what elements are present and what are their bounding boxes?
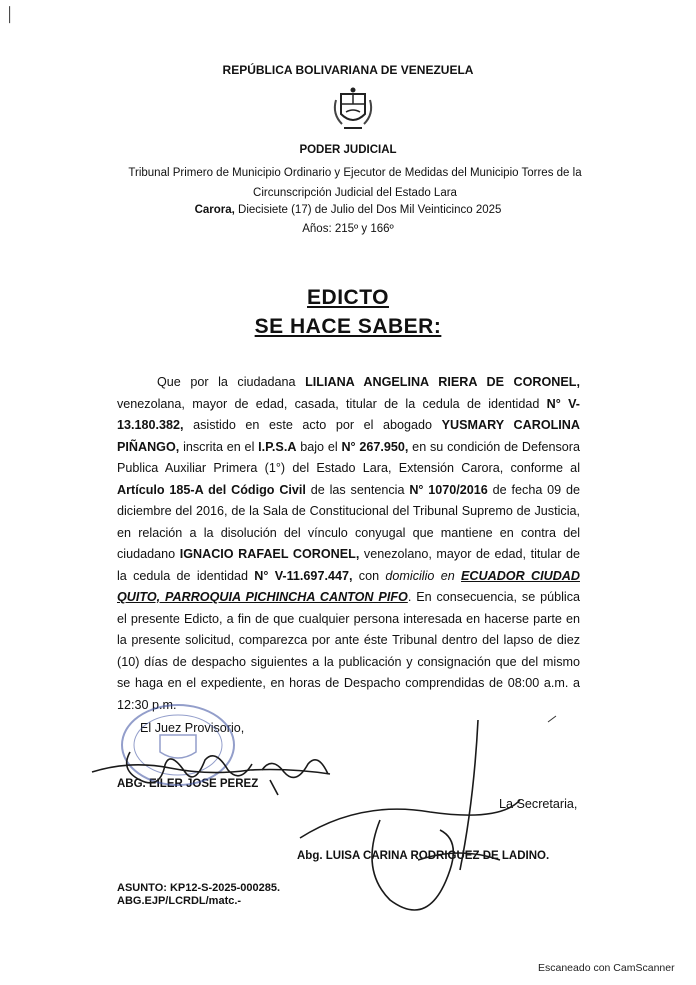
petitioner-name: LILIANA ANGELINA RIERA DE CORONEL,	[305, 375, 580, 389]
header-republic: REPÚBLICA BOLIVARIANA DE VENEZUELA	[222, 63, 474, 77]
body-text: de fecha 09 de diciembre del 2016, de la Sala de Constitucional del Tribunal Supremo de Justicia, en relación a la disolución del vínculo conyugal que mantiene en contra del ciudadano	[117, 482, 581, 561]
ipsa-label: I.P.S.A	[258, 439, 297, 454]
edict-body	[117, 372, 580, 716]
domicile-address: ECUADOR CIUDAD QUITO, PARROQUIA PICHINCHA CANTON PIFO	[117, 568, 580, 604]
body-text: . En consecuencia, se pública el presente Edicto, a fin de que cualquier persona interesada en hacerse parte en la presente solicitud, comparezca por ante éste Tribunal dentro del lapso de diez (10) días de despacho siguientes a la publicación y consignación que del mismo se haga en el expediente, en horas de Despacho comprendidas de 08:00 a.m. a 12:30 p.m.	[117, 590, 581, 712]
court-stamp-icon	[122, 705, 234, 785]
judge-label: El Juez Provisorio,	[140, 721, 245, 735]
header-date	[0, 204, 696, 216]
title-edicto: EDICTO	[307, 286, 389, 309]
lawyer-name: YUSMARY CAROLINA PIÑANGO,	[117, 418, 580, 454]
ipsa-number: N° 267.950,	[341, 439, 409, 454]
petitioner-id: N° V-13.180.382,	[117, 396, 581, 432]
coat-of-arms-icon	[328, 84, 378, 134]
respondent-id: N° V-11.697.447,	[254, 568, 353, 583]
secretary-label: La Secretaria,	[499, 797, 578, 811]
body-text: venezolana, mayor de edad, casada, titular de la cedula de identidad	[117, 396, 547, 411]
scanner-watermark: Escaneado con CamScanner	[538, 962, 675, 974]
body-text: venezolano, mayor de edad, titular de la cedula de identidad	[117, 547, 580, 583]
pen-mark-icon	[548, 716, 556, 722]
secretary-name: Abg. LUISA CARINA RODRIGUEZ DE LADINO.	[297, 850, 550, 862]
domicile-label: domicilio en	[385, 568, 455, 583]
body-text: asistido en este acto por el abogado	[183, 418, 442, 432]
body-text: en su condición de Defensora Publica Auxiliar Primera (1°) del Estado Lara, Extensión Carora, conforme al	[117, 439, 580, 475]
body-text: con	[352, 568, 386, 583]
header-years: Años: 215º y 166º	[302, 223, 394, 235]
header-poder: PODER JUDICIAL	[299, 144, 397, 156]
initials: ABG.EJP/LCRDL/matc.-	[117, 895, 242, 907]
judge-name: ABG. EILER JOSE PEREZ	[117, 778, 259, 790]
title-se-hace-saber: SE HACE SABER:	[254, 315, 442, 338]
respondent-name: IGNACIO RAFAEL CORONEL,	[179, 547, 360, 561]
article-ref: Artículo 185-A del Código Civil	[117, 482, 306, 497]
date-text: Diecisiete (17) de Julio del Dos Mil Veinticinco 2025	[234, 204, 502, 216]
case-reference	[117, 882, 280, 908]
case-number: ASUNTO: KP12-S-2025-000285.	[117, 882, 281, 894]
header-tribunal: Tribunal Primero de Municipio Ordinario y Ejecutor de Medidas del Municipio Torres de la Circunscripción Judicial del Estado Lara	[128, 167, 582, 199]
body-text: inscrita en el	[179, 439, 259, 454]
corner-mark: │	[6, 6, 15, 22]
secretary-signature-icon	[300, 720, 520, 910]
sentence-number: N° 1070/2016	[409, 482, 488, 497]
date-city: Carora,	[194, 204, 235, 216]
edict-paragraph	[117, 372, 580, 716]
body-text: Que por la ciudadana	[157, 375, 306, 389]
body-text: bajo el	[296, 439, 342, 454]
body-text: de las sentencia	[305, 482, 410, 497]
